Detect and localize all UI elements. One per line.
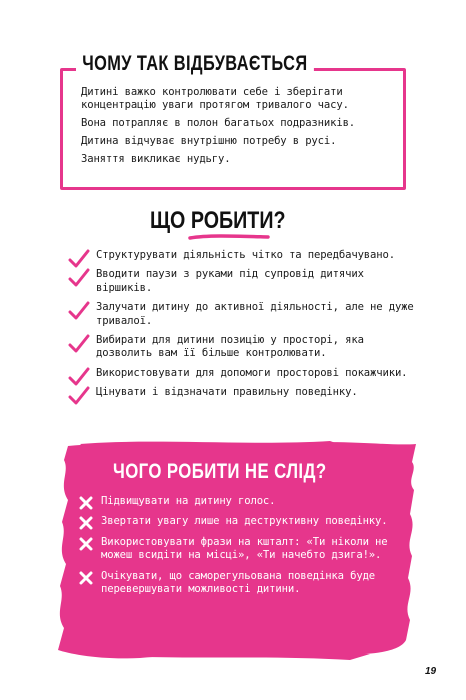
donot-item [78, 495, 398, 508]
todo-item [68, 249, 418, 262]
todo-item [68, 334, 418, 361]
page-number: 19 [425, 666, 437, 677]
todo-item [68, 367, 418, 380]
check-icon [68, 334, 90, 354]
check-icon [68, 268, 90, 288]
todo-item [68, 301, 418, 328]
donot-list [78, 495, 398, 603]
todo-list [68, 249, 418, 406]
check-icon [68, 301, 90, 321]
todo-item-text: Залучати дитину до активної діяльності, але не дуже тривалої. [96, 301, 414, 327]
why-item: Вона потрапляє в полон багатьох подразників. [81, 117, 356, 129]
donot-item-text: Підвищувати на дитину голос. [101, 495, 276, 507]
title-underline-stroke [188, 233, 270, 241]
donot-item-text: Використовувати фрази на кшталт: «Ти ніколи не можеш всидіти на місці», «Ти начебто дзига!». [101, 535, 388, 562]
donot-item-text: Звертати увагу лише на деструктивну поведінку. [101, 515, 388, 528]
donot-item [78, 570, 398, 597]
todo-item-text: Структурувати діяльність чітко та передбачувано. [96, 249, 395, 261]
why-list [81, 86, 399, 171]
check-icon [68, 249, 90, 269]
todo-section-title: ЩО РОБИТИ? [150, 207, 286, 234]
why-item: Дитина відчуває внутрішню потребу в русі. [81, 135, 337, 147]
donot-item [78, 515, 398, 528]
donot-item-text: Очікувати, що саморегульована поведінка буде перевершувати можливості дитини. [101, 569, 376, 596]
why-section-title: ЧОМУ ТАК ВІДБУВАЄТЬСЯ [76, 52, 314, 76]
todo-item [68, 268, 418, 295]
todo-item-text: Вводити паузи з руками під супровід дитячих віршиків. [96, 268, 364, 294]
donot-item [78, 536, 398, 563]
todo-item-text: Цінувати і відзначати правильну поведінку. [96, 386, 358, 399]
check-icon [68, 367, 90, 387]
todo-item [68, 386, 418, 399]
todo-item-text: Використовувати для допомоги просторові покажчики. [96, 366, 408, 379]
cross-icon [78, 515, 94, 531]
check-icon [68, 386, 90, 406]
donot-section-title: ЧОГО РОБИТИ НЕ СЛІД? [113, 460, 327, 483]
cross-icon [78, 536, 94, 552]
why-item: Дитині важко контролювати себе і зберігати концентрацію уваги протягом тривалого часу. [81, 86, 349, 111]
cross-icon [78, 495, 94, 511]
cross-icon [78, 570, 94, 586]
why-item: Заняття викликає нудьгу. [81, 153, 231, 165]
todo-item-text: Вибирати для дитини позицію у просторі, яка дозволить вам її більше контролювати. [96, 334, 364, 360]
